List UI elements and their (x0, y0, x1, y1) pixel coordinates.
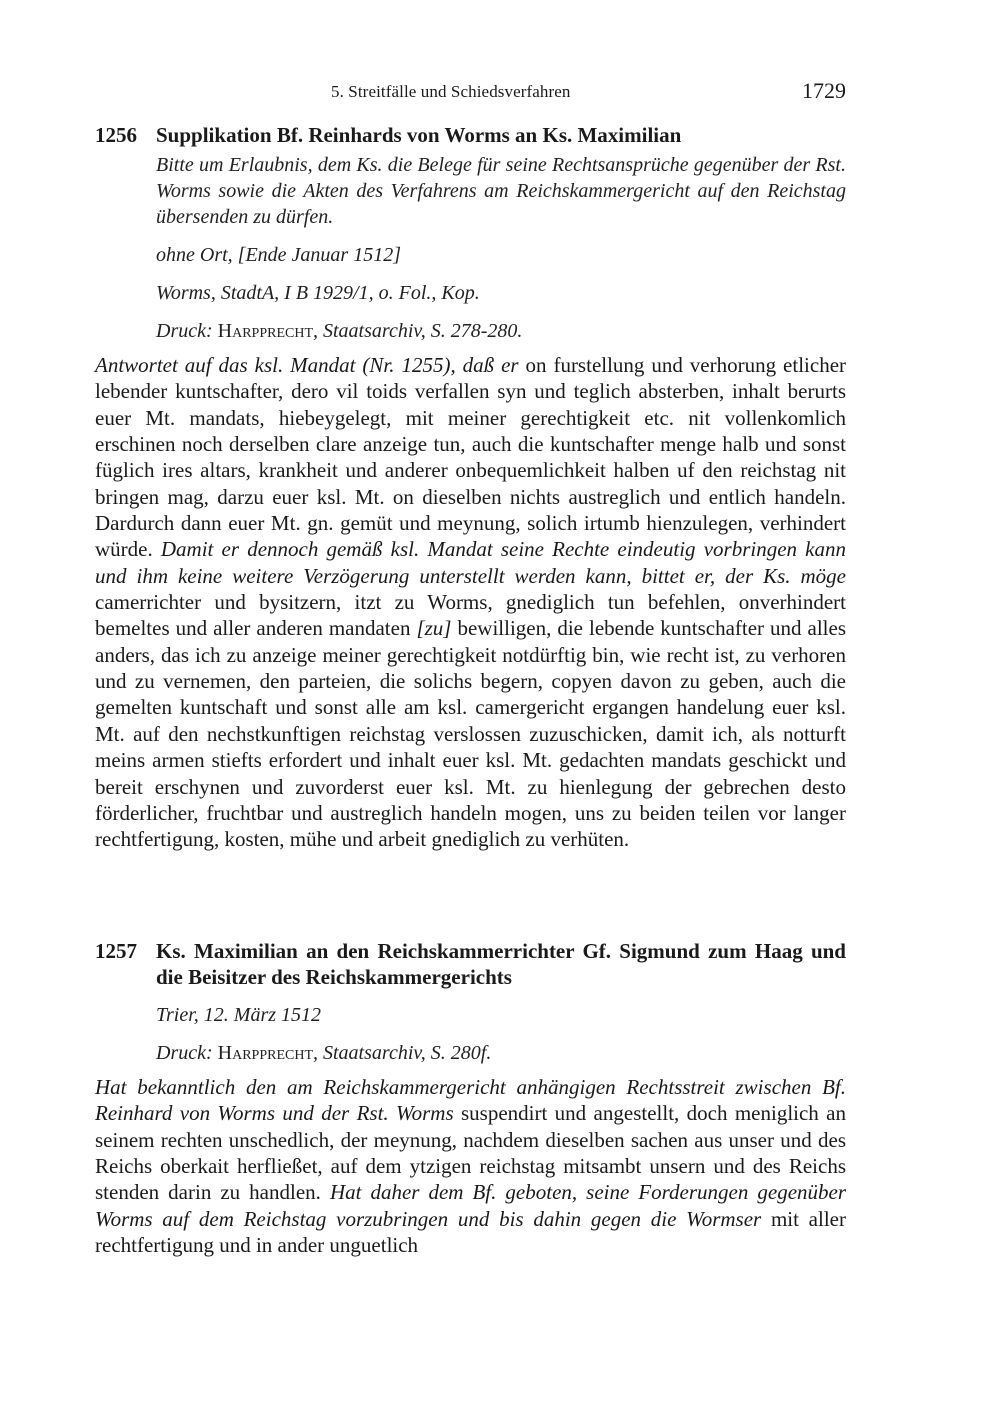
body-segment: [zu] (416, 616, 452, 641)
running-head (95, 78, 846, 108)
entry-archive: Worms, StadtA, I B 1929/1, o. Fol., Kop. (156, 282, 480, 304)
entry-heading (95, 122, 846, 148)
body-segment: suspendirt und angestellt, doch meniglich an seinem rechten unschedlich, der meynung, nachdem dieselben sachen aus unser und des Reichs oberkait herfließet, auf dem ytzigen reichstag mitsambt unsern und des Reichs stenden darin zu handlen. (95, 1101, 846, 1205)
print-author: Harpprecht (217, 1042, 313, 1064)
body-segment: on furstellung und verhorung etlicher lebender kuntschafter, dero vil toids verfallen syn und teglich absterben, inhalt berurts euer Mt. mandats, hiebeygelegt, mit meiner gerechtigkeit etc. nit vollenkomlich erschinen noch derselben clare anzeige tun, auch die kuntschafter menge halb und sonst füglich ires altars, krankheit und anderer onbequemlichkeit halben uf den reichstag nit bringen mag, darzu euer ksl. Mt. on dieselben nichts austreglich und entlich handeln. Dardurch dann euer Mt. gn. gemüt und meynung, solich irtumb hienzulegen, verhindert würde. (95, 353, 847, 562)
body-segment: mit aller rechtfertigung und in ander unguetlich (95, 1206, 846, 1258)
entry-place-date: ohne Ort, [Ende Januar 1512] (156, 244, 401, 266)
entry-title: Ks. Maximilian an den Reichskammerrichter Gf. Sigmund zum Haag und die Beisitzer des Reichskammergerichts (156, 939, 846, 989)
page-number: 1729 (802, 78, 846, 103)
entry-number: 1256 (95, 123, 137, 147)
entry-1256 (95, 122, 846, 853)
entry-heading (95, 938, 846, 990)
body-segment: Damit er dennoch gemäß ksl. Mandat seine Rechte eindeutig vorbringen kann und ihm keine weitere Verzögerung unterstellt werden kann, bittet er, der Ks. möge (95, 537, 846, 588)
body-segment: Antwortet auf das ksl. Mandat (Nr. 1255), daß er (95, 353, 519, 377)
entry-print-reference (156, 318, 846, 344)
entry-title: Supplikation Bf. Reinhards von Worms an Ks. Maximilian (156, 123, 682, 147)
entry-body (95, 1074, 846, 1258)
print-ref: , Staatsarchiv, S. 278-280. (313, 320, 523, 342)
body-segment: Hat daher dem Bf. geboten, seine Forderungen gegenüber Worms auf dem Reichstag vorzubringen und bis dahin gegen die Wormser (95, 1180, 847, 1231)
body-segment: camerrichter und bysitzern, itzt zu Worms, gnediglich tun befehlen, onverhindert bemeltes und aller anderen mandaten (95, 590, 846, 641)
entry-number: 1257 (95, 939, 137, 963)
entry-place-date: Trier, 12. März 1512 (156, 1004, 322, 1026)
entry-1257 (95, 938, 846, 1258)
entry-body (95, 352, 846, 853)
print-label: Druck: (156, 1042, 213, 1064)
body-segment: bewilligen, die lebende kuntschafter und alles anders, das ich zu anzeige meiner gerechtigkeit notdürftig bin, wie recht ist, zu verhoren und zu vernemen, den parteien, die solichs begern, copyen davon zu geben, auch die gemelten kuntschaft und sonst alle am ksl. camergericht ergangen handelung euer ksl. Mt. auf den nechstkunftigen reichstag verslossen zuzuschicken, damit ich, als notturft meins armen stiefts erfordert und inhalt euer ksl. Mt. gedachten mandats geschickt und bereit erschynen und zuvorderst euer ksl. Mt. zu hienlegung der gebrechen desto förderlicher, fruchtbar und austreglich handeln mogen, uns zu beiden teilen vor langer rechtfertigung, kosten, mühe und arbeit gnediglich zu verhüten. (95, 616, 847, 852)
body-segment: Hat bekanntlich den am Reichskammergericht anhängigen Rechtsstreit zwischen Bf. Reinhard von Worms und der Rst. Worms (95, 1075, 846, 1126)
entry-summary: Bitte um Erlaubnis, dem Ks. die Belege für seine Rechtsansprüche gegenüber der Rst. Worms sowie die Akten des Verfahrens am Reichskammergericht auf den Reichstag übersenden zu dürfen. (156, 154, 846, 228)
print-ref: , Staatsarchiv, S. 280f. (313, 1042, 492, 1064)
print-author: Harpprecht (217, 320, 313, 342)
running-head-title: 5. Streitfälle und Schiedsverfahren (331, 82, 571, 101)
entry-print-reference (156, 1040, 846, 1066)
print-label: Druck: (156, 320, 213, 342)
